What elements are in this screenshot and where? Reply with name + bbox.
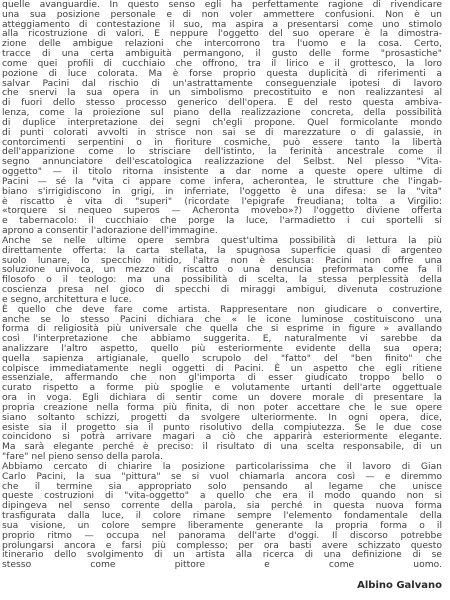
text-line: pozione di luce colorata. Ma è forse proprio questa duplicità di riferimenti a xyxy=(2,67,442,79)
text-line: lenza, come la proiezione sul piano della realizzazione concreta, della possibilità xyxy=(2,107,442,119)
text-line: Anche se nelle ultime opere sembra quest'ultima possibilità di lettura la più xyxy=(2,234,442,246)
text-line: Pacini — sé la "vita ci appare come infera, acherontea, le strutture che l'ingab- xyxy=(2,175,442,187)
text-line: anche se lo stesso Pacini dichiara che « le icone luminose costituiscono una xyxy=(2,313,442,325)
text-line: stesso come pittore e come uomo. xyxy=(2,559,442,571)
text-line: alla ricostruzione di valori. E neppure l'oggetto del suo operare è la dimostra- xyxy=(2,28,442,40)
author-signature: Albino Galvano xyxy=(357,580,442,591)
text-line: essenziale, affermando che non gl'importa di esser giudicato troppo bello o xyxy=(2,372,442,384)
text-line: suolo lunare, lo specchio nitido, l'altra non è esclusa: Pacini non offre una xyxy=(2,254,442,266)
text-line: segno annunciatore dell'escatologica realizzazione del Selbst. Nel plesso "Vita- xyxy=(2,156,442,168)
text-line: salvar Pacini dal rischio di un'astrattamente conseguenziale ipotesi di lavoro xyxy=(2,77,442,89)
text-line: soluzione univoca, un mezzo di riscatto o una denuncia preformata come fa il xyxy=(2,264,442,276)
text-line: che snervi la sua opera in un simbolismo precostituito e non realizzantesi al xyxy=(2,87,442,99)
text-line: e segno, architettura e luce. xyxy=(2,293,132,305)
text-line: È quello che deve fare come artista. Rappresentare non giudicare o convertire, xyxy=(2,303,442,315)
text-line: filosofo o il teologo: ma una possibilità di scelta, la stessa perplessità della xyxy=(2,274,442,286)
text-line: Carlo Pacini, la sua "pittura" se si vuol chiamarla ancora così — e diremmo xyxy=(2,470,442,482)
text-line: trasfigurata dalla luce, il colore rimane sempre l'elemento fondamentale della xyxy=(2,510,442,522)
text-line: siano soltanto schizzi, progetti da svolgere ulteriormente. In ogni opera, dice, xyxy=(2,411,442,423)
text-line: ora in voga. Egli dichiara di sentir come un dovere morale di presentare la xyxy=(2,392,442,404)
text-line: quella sapienza artigianale, quello scrupolo del "fatto" del "ben finito" che xyxy=(2,352,442,364)
text-line: Abbiamo cercato di chiarire la posizione particolarissima che il lavoro di Gian xyxy=(2,460,442,472)
text-line: biano s'irrigidiscono in grigi, in inferriate, l'oggetto è una difesa: se la "vita" xyxy=(2,185,442,197)
text-line: coincidono si potrà arrivare magari a ciò che apparirà esteriormente elegante. xyxy=(2,431,442,443)
text-line: prolungarsi ancora e farsi più complesso; per ora basti avere schizzato questo xyxy=(2,539,442,551)
text-line: quelle avanguardie. In questo senso egli ha perfettamente ragione di rivendicare xyxy=(2,0,442,10)
text-line: queste costruzioni di "vita-oggetto" a quello che era il modo quando non si xyxy=(2,490,442,502)
text-line: aprono a consentir l'adorazione dell'immagine. xyxy=(2,225,218,237)
text-line: propria creazione nella forma più finita, di non poter accettare che le sue opere xyxy=(2,401,442,413)
text-line: analizzare l'altro aspetto, quello più esteriormente evidente della sua opera; xyxy=(2,342,442,354)
text-line: è riscatto è vita di "superi" (ricordate l'epigrafe freudiana; tolta a Virgilio: xyxy=(2,195,442,207)
text-line: di punti colorati avvolti in strisce non sai se di marezzature o di galassie, in xyxy=(2,126,442,138)
text-line: itinerario dello svolgimento di un artista alla ricerca di una definizione di se xyxy=(2,549,442,561)
text-line: così l'interpretazione che abbiamo suggerita. E, naturalmente vi sarebbe da xyxy=(2,333,442,345)
text-line: colpisce immediatamente negli oggetti di Pacini. È un aspetto che egli ritiene xyxy=(2,362,442,374)
text-line: «torquere si nequeo superos — Acheronta movebo»?) l'oggetto diviene offerta xyxy=(2,205,442,217)
text-line: curato rispetto a forme più spoglie e volutamente urtanti dell'arte oggettuale xyxy=(2,382,442,394)
text-line: che il termine sia appropriato solo pensando al legame che unisce xyxy=(2,480,442,492)
text-line: di duplice interpretazione dei segni ch'egli propone. Quel formicolante mondo xyxy=(2,116,442,128)
text-line: una sua posizione personale e di non voler ammettere confusioni. Non è un xyxy=(2,8,442,20)
text-line: Ma sarà elegante perché è preciso: il risultato di una scelta responsabile, di un xyxy=(2,441,442,453)
text-line: coscienza presa nel gioco di specchi di miraggi ambigui, divenuta costruzione xyxy=(2,284,442,296)
text-line: zione delle ambigue relazioni che intercorrono tra l'uomo e la cosa. Certo, xyxy=(2,38,442,50)
text-line: dipingeva nel senso corrente della parola, sia perché in questa nuova forma xyxy=(2,500,442,512)
text-line: "fare" nel pieno senso della parola. xyxy=(2,451,164,463)
text-line: dell'apparizione come lo strisciare dell'istinto, la ferinità ancestrale come il xyxy=(2,146,442,158)
text-line: contorcimenti serpentini o in fioriture cosmiche, può essere tanto la libertà xyxy=(2,136,442,148)
text-line: forma di religiosità più universale che quella che si esprime in figure » avallando xyxy=(2,323,442,335)
text-line: oggetto" — il titolo ritorna insistente a dar nome a queste opere ultime di xyxy=(2,166,442,178)
text-line: di fuori dello stesso processo generico dell'opera. E del resto questa ambiva- xyxy=(2,97,442,109)
text-line: proprio ritmo — occupa nel panorama dell'arte d'oggi. Il discorso potrebbe xyxy=(2,529,442,541)
text-line: e tabernacolo: il cucchiaio che porge la luce, l'armadietto i cui sportelli si xyxy=(2,215,442,227)
text-line: esiste sia il progetto sia il punto risolutivo della compiutezza. Se le due cose xyxy=(2,421,442,433)
text-line: direttamente offerta: la carta stellata, la spugnosa superficie quasi di argenteo xyxy=(2,244,442,256)
text-line: come quei profili di cucchiaio che offrono, tra il lirico e il grottesco, la loro xyxy=(2,57,442,69)
article-body xyxy=(2,0,442,570)
text-line: tracce di una certa ambiguità permangono, il gusto delle forme "prosastiche" xyxy=(2,48,442,60)
text-line: atteggiamento di contestazione il suo, ma aspira a presentarsi come uno stimolo xyxy=(2,18,442,30)
text-line: sua visione, un colore sempre liberamente generante la propria forma o il xyxy=(2,519,442,531)
